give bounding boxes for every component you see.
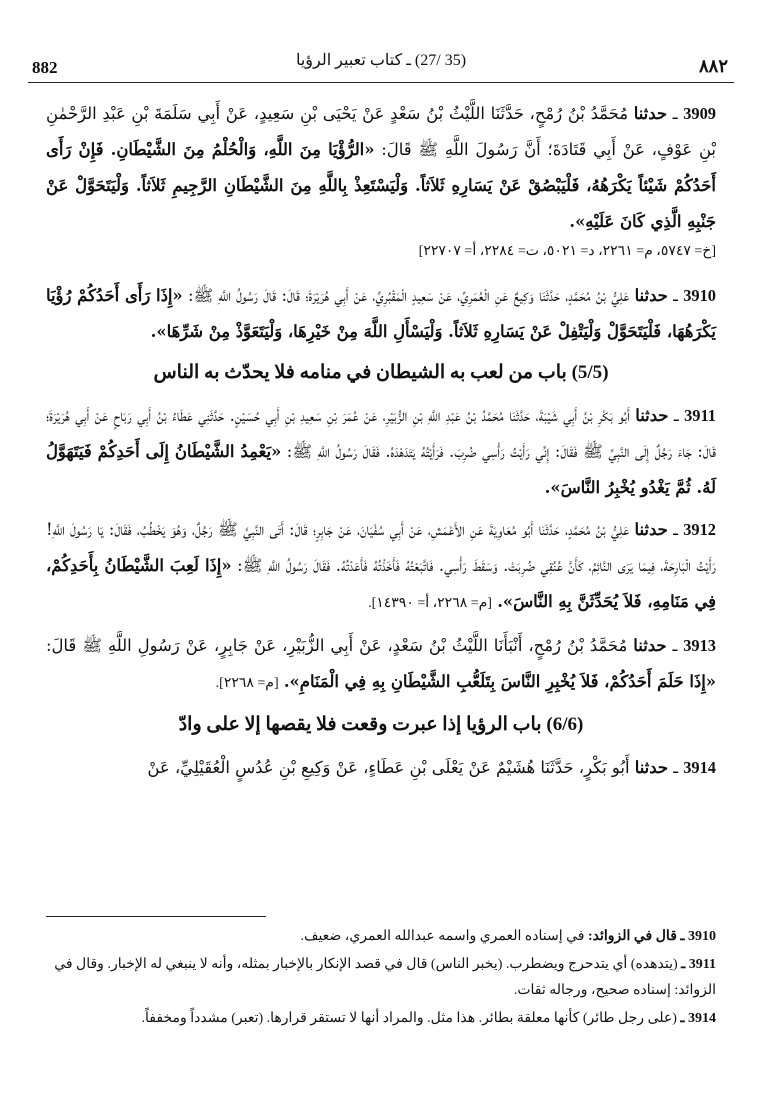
footnote-text: في إسناده العمري واسمه عبدالله العمري، ضعيف.: [300, 929, 585, 944]
footnote: [28, 1006, 716, 1032]
reference: [خ= ٥٧٤٧، م= ٢٢٦١، د= ٥٠٢١، ت= ٢٢٨٤، أ= ٢٢٧٠٧]: [418, 244, 716, 259]
matn: «إِذَا لَعِبَ الشَّيْطَانُ بِأَحَدِكُمْ، فِي مَنَامِهِ، فَلاَ يُحَدِّثَنَّ بِهِ النَّاسَ».: [46, 556, 716, 611]
isnad: مُحَمَّدُ بْنُ رُمْحٍ، حَدَّثَنَا اللَّيْثُ بْنُ سَعْدٍ عَنْ يَحْيَى بْنِ سَعِيدٍ، عَنْ أَبِي سَلَمَةَ بْنِ عَبْدِ الرَّحْمٰنِ بْنِ عَوْفٍ، عَنْ أَبِي قَتَادَةَ؛ أَنَّ رَسُولَ اللَّهِ ﷺ قَالَ:: [46, 104, 716, 159]
main-text: [46, 96, 716, 792]
hadith-number: 3911: [684, 406, 716, 425]
isnad: مُحَمَّدُ بْنُ رُمْحٍ، أَنْبَأَنَا اللَّيْثُ بْنُ سَعْدٍ، عَنْ أَبِي الزُّبَيْرِ، عَنْ جَابِرٍ، عَنْ رَسُولِ اللَّهِ ﷺ قَالَ:: [46, 636, 628, 655]
hadith-number: 3913: [683, 636, 716, 655]
isnad: أَبُو بَكْرِ بْنُ أَبِي شَيْبَةَ، حَدَّثَنَا مُحَمَّدُ بْنُ عَبْدِ اللَّهِ بْنِ الزُّبَيْرِ، عَنْ عُمَرَ بْنِ سَعِيدِ بْنِ أَبِي حُسَيْنٍ. حَدَّثَنِي عَطَاءُ بْنُ أَبِي رَبَاحٍ عَنْ أَبِي هُرَيْرَةَ؛ قَالَ: جَاءَ رَجُلٌ إِلَى النَّبِيِّ ﷺ فَقَالَ: إِنِّي رَأَيْتُ رَأْسِي ضُرِبَ. فَرَأَيْتُهُ يَتَدَهْدَهُ. فَقَالَ رَسُولُ اللَّهِ ﷺ:: [46, 406, 716, 461]
running-title: (35 /27) ـ كتاب تعبير الرؤيا: [295, 52, 467, 69]
chapter-heading: (6/6) باب الرؤيا إذا عبرت وقعت فلا يقصها إلا على وادّ: [178, 714, 584, 735]
footnotes: [28, 924, 716, 1034]
isnad: عَلِيُّ بْنُ مُحَمَّدٍ، حَدَّثَنَا أَبُو مُعَاوِيَةَ عَنِ الأَعْمَشِ، عَنْ أَبِي سُفْيَانَ، عَنْ جَابِرٍ؛ قَالَ: أَتَى النَّبِيَّ ﷺ رَجُلٌ، وَهُوَ يَخْطُبُ، فَقَالَ: يَا رَسُولَ اللَّهِ! رَأَيْتُ الْبَارِحَةَ، فِيمَا يَرَى النَّائِمُ، كَأَنَّ عُنُقِي ضُرِبَتْ. وَسَقَطَ رَأْسِي. فَاتَّبَعْتُهُ فَأَخَذْتُهُ فَأَعَدْتُهُ. فَقَالَ رَسُولُ اللَّهِ ﷺ:: [46, 520, 716, 575]
hadith-number: 3914: [683, 758, 716, 777]
footnote-number: 3910 ـ: [680, 929, 716, 944]
chapter-heading: (5/5) باب من لعب به الشيطان في منامه فلا يحدّث به الناس: [153, 362, 609, 383]
matn: «الرُّؤْيَا مِنَ اللَّهِ، وَالْحُلْمُ مِنَ الشَّيْطَانِ. فَإِنْ رَأَى أَحَدُكُمْ شَيْئاً يَكْرَهُهُ، فَلْيَبْصُقْ عَنْ يَسَارِهِ ثَلاَثاً. وَلْيَسْتَعِذْ بِاللَّهِ مِنَ الشَّيْطَانِ الرَّجِيمِ ثَلاَثاً. وَلْيَتَحَوَّلْ عَنْ جَنْبِهِ الَّذِي كَانَ عَلَيْهِ».: [46, 140, 716, 231]
footnote-label: قال في الزوائد:: [587, 929, 677, 944]
hadith-lead: حدثنا: [634, 758, 668, 777]
reference: [م= ٢٢٦٨].: [215, 676, 279, 691]
hadith-3914: 3914 ـ حدثنا أَبُو بَكْرٍ، حَدَّثَنَا هُشَيْمٌ عَنْ يَعْلَى بْنِ عَطَاءٍ، عَنْ وَكِيعِ بْنِ عُدُسٍ الْعُقَيْلِيِّ، عَنْ: [147, 758, 716, 777]
isnad: عَلِيُّ بْنُ مُحَمَّدٍ، حَدَّثَنَا وَكِيعٌ عَنِ الْعُمَرِيِّ، عَنْ سَعِيدٍ الْمَقْبُرِيِّ، عَنْ أَبِي هُرَيْرَةَ؛ قَالَ: قَالَ رَسُولُ اللَّهِ ﷺ:: [187, 286, 630, 305]
hadith-3913: 3913 ـ حدثنا مُحَمَّدُ بْنُ رُمْحٍ، أَنْبَأَنَا اللَّيْثُ بْنُ سَعْدٍ، عَنْ أَبِي الزُّبَيْرِ، عَنْ جَابِرٍ، عَنْ رَسُولِ اللَّهِ ﷺ قَالَ: «إِذَا حَلَمَ أَحَدُكُمْ، فَلاَ يُخْبِرِ النَّاسَ بِتَلَعُّبِ الشَّيْطَانِ بِهِ فِي الْمَنَامِ». [م= ٢٢٦٨].: [46, 636, 716, 691]
page-header: [28, 42, 734, 83]
matn: «إِذَا حَلَمَ أَحَدُكُمْ، فَلاَ يُخْبِرِ النَّاسَ بِتَلَعُّبِ الشَّيْطَانِ بِهِ فِي الْمَنَامِ».: [283, 672, 716, 691]
page-number-latin: 882: [32, 58, 58, 77]
footnote: [28, 952, 716, 1004]
hadith-lead: حدثنا: [634, 520, 668, 539]
page-number-arabic: ٨٨٢: [698, 56, 728, 76]
matn: «إِذَا رَأَى أَحَدُكُمْ رُؤْيَا يَكْرَهُهَا، فَلْيَتَحَوَّلْ وَلْيَتْفِلْ عَنْ يَسَارِهِ ثَلاَثاً. وَلْيَسْأَلِ اللَّهَ مِنْ خَيْرِهَا، وَلْيَتَعَوَّذْ مِنْ شَرِّهَا».: [46, 286, 716, 341]
matn: «يَعْمِدُ الشَّيْطَانُ إِلَى أَحَدِكُمْ فَيَتَهَوَّلُ لَهُ. ثُمَّ يَغْدُو يُخْبِرُ النَّاسَ».: [46, 442, 716, 497]
footnote-text: (يتدهده) أي يتدحرج ويضطرب. (يخبر الناس) قال في قصد الإنكار بالإخبار بمثله، وأنه لا ينبغي له الإخبار. وقال في الزوائد: إسناده صحيح، ورجاله ثقات.: [54, 957, 716, 998]
hadith-number: 3910: [683, 286, 716, 305]
hadith-lead: حدثنا: [633, 636, 667, 655]
hadith-lead: حدثنا: [634, 286, 668, 305]
hadith-number: 3912: [683, 520, 716, 539]
reference: [م= ٢٢٦٨، أ= ١٤٣٩٠].: [368, 596, 492, 611]
hadith-3911: 3911 ـ حدثنا أَبُو بَكْرِ بْنُ أَبِي شَيْبَةَ، حَدَّثَنَا مُحَمَّدُ بْنُ عَبْدِ اللَّهِ بْنِ الزُّبَيْرِ، عَنْ عُمَرَ بْنِ سَعِيدِ بْنِ أَبِي حُسَيْنٍ. حَدَّثَنِي عَطَاءُ بْنُ أَبِي رَبَاحٍ عَنْ أَبِي هُرَيْرَةَ؛ قَالَ: جَاءَ رَجُلٌ إِلَى النَّبِيِّ ﷺ فَقَالَ: إِنِّي رَأَيْتُ رَأْسِي ضُرِبَ. فَرَأَيْتُهُ يَتَدَهْدَهُ. فَقَالَ رَسُولُ اللَّهِ ﷺ: «يَعْمِدُ الشَّيْطَانُ إِلَى أَحَدِكُمْ فَيَتَهَوَّلُ لَهُ. ثُمَّ يَغْدُو يُخْبِرُ النَّاسَ».: [46, 406, 716, 497]
footnote-divider: [46, 916, 266, 917]
hadith-number: 3909: [683, 104, 716, 123]
isnad: أَبُو بَكْرٍ، حَدَّثَنَا هُشَيْمٌ عَنْ يَعْلَى بْنِ عَطَاءٍ، عَنْ وَكِيعِ بْنِ عُدُسٍ الْعُقَيْلِيِّ، عَنْ: [147, 758, 630, 777]
footnote-number: 3911 ـ: [681, 957, 716, 972]
footnote: [28, 924, 716, 950]
hadith-lead: حدثنا: [633, 104, 667, 123]
hadith-lead: حدثنا: [635, 406, 669, 425]
hadith-3909: 3909 ـ حدثنا مُحَمَّدُ بْنُ رُمْحٍ، حَدَّثَنَا اللَّيْثُ بْنُ سَعْدٍ عَنْ يَحْيَى بْنِ سَعِيدٍ، عَنْ أَبِي سَلَمَةَ بْنِ عَبْدِ الرَّحْمٰنِ بْنِ عَوْفٍ، عَنْ أَبِي قَتَادَةَ؛ أَنَّ رَسُولَ اللَّهِ ﷺ قَالَ: «الرُّؤْيَا مِنَ اللَّهِ، وَالْحُلْمُ مِنَ الشَّيْطَانِ. فَإِنْ رَأَى أَحَدُكُمْ شَيْئاً يَكْرَهُهُ، فَلْيَبْصُقْ عَنْ يَسَارِهِ ثَلاَثاً. وَلْيَسْتَعِذْ بِاللَّهِ مِنَ الشَّيْطَانِ الرَّجِيمِ ثَلاَثاً. وَلْيَتَحَوَّلْ عَنْ جَنْبِهِ الَّذِي كَانَ عَلَيْهِ».: [46, 104, 716, 231]
hadith-3910: 3910 ـ حدثنا عَلِيُّ بْنُ مُحَمَّدٍ، حَدَّثَنَا وَكِيعٌ عَنِ الْعُمَرِيِّ، عَنْ سَعِيدٍ الْمَقْبُرِيِّ، عَنْ أَبِي هُرَيْرَةَ؛ قَالَ: قَالَ رَسُولُ اللَّهِ ﷺ: «إِذَا رَأَى أَحَدُكُمْ رُؤْيَا يَكْرَهُهَا، فَلْيَتَحَوَّلْ وَلْيَتْفِلْ عَنْ يَسَارِهِ ثَلاَثاً. وَلْيَسْأَلِ اللَّهَ مِنْ خَيْرِهَا، وَلْيَتَعَوَّذْ مِنْ شَرِّهَا».: [46, 286, 716, 341]
footnote-text: (على رجل طائر) كأنها معلقة بطائر. هذا مثل. والمراد أنها لا تستقر قرارها. (تعبر) مشدداً ومخففاً.: [141, 1011, 677, 1026]
footnote-number: 3914 ـ: [680, 1011, 716, 1026]
hadith-3912: 3912 ـ حدثنا عَلِيُّ بْنُ مُحَمَّدٍ، حَدَّثَنَا أَبُو مُعَاوِيَةَ عَنِ الأَعْمَشِ، عَنْ أَبِي سُفْيَانَ، عَنْ جَابِرٍ؛ قَالَ: أَتَى النَّبِيَّ ﷺ رَجُلٌ، وَهُوَ يَخْطُبُ، فَقَالَ: يَا رَسُولَ اللَّهِ! رَأَيْتُ الْبَارِحَةَ، فِيمَا يَرَى النَّائِمُ، كَأَنَّ عُنُقِي ضُرِبَتْ. وَسَقَطَ رَأْسِي. فَاتَّبَعْتُهُ فَأَخَذْتُهُ فَأَعَدْتُهُ. فَقَالَ رَسُولُ اللَّهِ ﷺ: «إِذَا لَعِبَ الشَّيْطَانُ بِأَحَدِكُمْ، فِي مَنَامِهِ، فَلاَ يُحَدِّثَنَّ بِهِ النَّاسَ». [م= ٢٢٦٨، أ= ١٤٣٩٠].: [46, 520, 716, 611]
